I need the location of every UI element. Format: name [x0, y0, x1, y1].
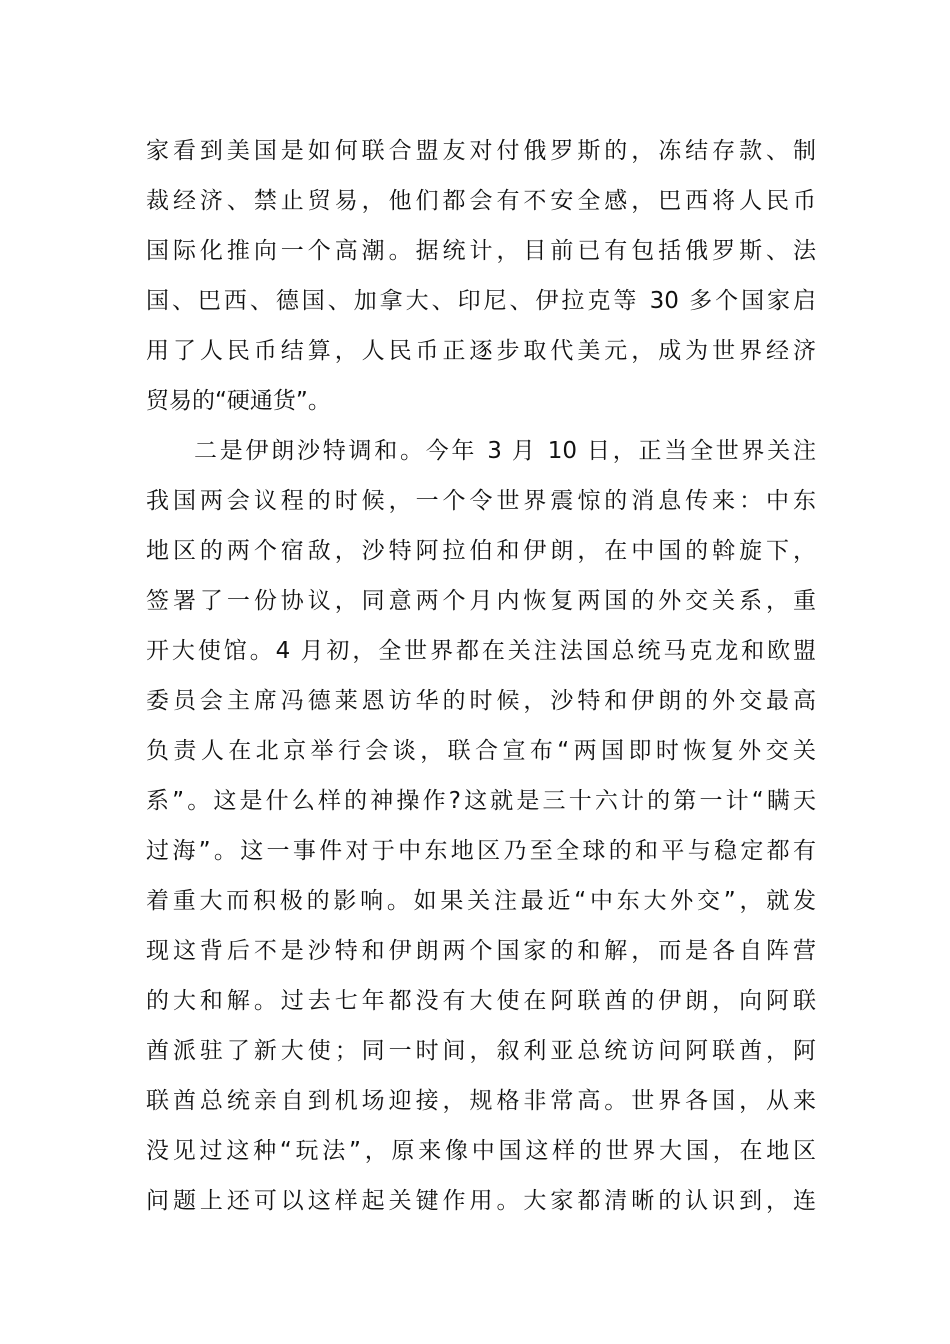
paragraph-2-line: 酋派驻了新大使；同一时间，叙利亚总统访问阿联酋，阿 — [146, 1038, 816, 1064]
paragraph-2-line: 联酋总统亲自到机场迎接，规格非常高。世界各国，从来 — [146, 1088, 816, 1114]
paragraph-2-line: 签署了一份协议，同意两个月内恢复两国的外交关系，重 — [146, 588, 816, 614]
paragraph-2-line: 开大使馆。4 月初，全世界都在关注法国总统马克龙和欧盟 — [146, 638, 816, 664]
paragraph-2-line: 现这背后不是沙特和伊朗两个国家的和解，而是各自阵营 — [146, 938, 816, 964]
paragraph-1-line: 国际化推向一个高潮。据统计，目前已有包括俄罗斯、法 — [146, 238, 816, 264]
paragraph-2-line: 的大和解。过去七年都没有大使在阿联酋的伊朗，向阿联 — [146, 988, 816, 1014]
paragraph-2-line: 我国两会议程的时候，一个令世界震惊的消息传来：中东 — [146, 488, 816, 514]
paragraph-2-line: 委员会主席冯德莱恩访华的时候，沙特和伊朗的外交最高 — [146, 688, 816, 714]
paragraph-2 — [146, 426, 816, 1226]
body-text — [146, 126, 816, 1226]
paragraph-2-line: 问题上还可以这样起关键作用。大家都清晰的认识到，连 — [146, 1188, 816, 1214]
paragraph-1 — [146, 126, 816, 426]
paragraph-1-line: 用了人民币结算，人民币正逐步取代美元，成为世界经济 — [146, 338, 816, 364]
paragraph-2-line: 过海”。这一事件对于中东地区乃至全球的和平与稳定都有 — [146, 838, 816, 864]
paragraph-2-line: 二是伊朗沙特调和。今年 3 月 10 日，正当全世界关注 — [194, 438, 816, 464]
paragraph-2-line: 系”。这是什么样的神操作?这就是三十六计的第一计“瞒天 — [146, 788, 816, 814]
paragraph-2-line: 负责人在北京举行会谈，联合宣布“两国即时恢复外交关 — [146, 738, 816, 764]
paragraph-2-line: 地区的两个宿敌，沙特阿拉伯和伊朗，在中国的斡旋下， — [146, 538, 816, 564]
paragraph-2-line: 没见过这种“玩法”，原来像中国这样的世界大国，在地区 — [146, 1138, 816, 1164]
paragraph-1-line: 国、巴西、德国、加拿大、印尼、伊拉克等 30 多个国家启 — [146, 288, 816, 314]
paragraph-1-line: 贸易的“硬通货”。 — [146, 388, 331, 414]
paragraph-1-line: 裁经济、禁止贸易，他们都会有不安全感，巴西将人民币 — [146, 188, 816, 214]
paragraph-2-line: 着重大而积极的影响。如果关注最近“中东大外交”，就发 — [146, 888, 816, 914]
paragraph-1-line: 家看到美国是如何联合盟友对付俄罗斯的，冻结存款、制 — [146, 138, 816, 164]
